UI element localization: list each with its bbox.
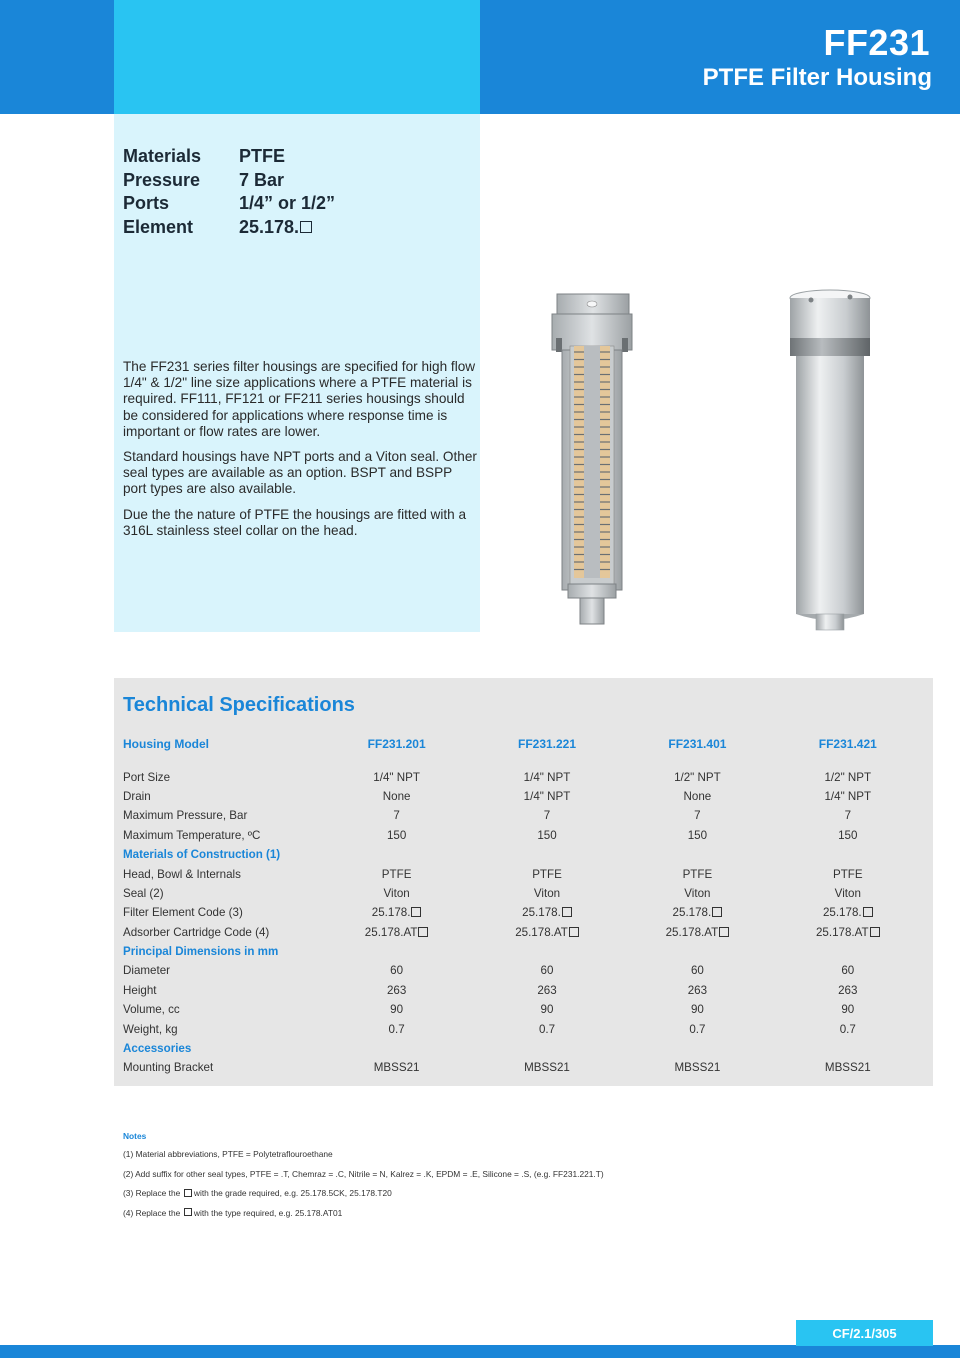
cell-value: 60 — [841, 964, 855, 978]
cell-value: 25.178. — [522, 906, 561, 920]
spec-label: Ports — [123, 193, 170, 213]
cell-value: 7 — [844, 809, 852, 823]
spec-label: Element — [123, 216, 194, 237]
cell-value: 263 — [386, 983, 407, 997]
table-row — [123, 826, 923, 845]
cell-value: MBSS21 — [373, 1061, 420, 1075]
row-label: Seal (2) — [123, 886, 164, 900]
checkbox-placeholder-icon — [300, 221, 312, 233]
notes-title: Notes — [123, 1131, 147, 1141]
table-cell — [622, 887, 772, 900]
document-code: CF/2.1/305 — [796, 1320, 933, 1346]
cell-value: Viton — [533, 886, 561, 900]
table-cell — [773, 809, 923, 822]
table-cell — [321, 868, 471, 881]
product-subtitle: PTFE Filter Housing — [702, 64, 932, 91]
note-line — [123, 1169, 604, 1189]
table-cell — [773, 984, 923, 997]
cell-value: 1/2" NPT — [824, 770, 872, 784]
cell-value: 25.178.AT — [665, 925, 719, 939]
row-label: Volume, cc — [123, 1003, 180, 1017]
table-cell — [472, 926, 622, 939]
table-cell — [773, 887, 923, 900]
cell-value: 1/4" NPT — [824, 789, 872, 803]
table-cell — [472, 868, 622, 881]
cell-value: 7 — [543, 809, 551, 823]
table-row — [123, 942, 923, 961]
note-line — [123, 1149, 604, 1169]
cell-value: 25.178.AT — [364, 925, 418, 939]
row-label: Head, Bowl & Internals — [123, 867, 241, 881]
checkbox-placeholder-icon — [184, 1208, 192, 1216]
table-cell — [622, 1003, 772, 1016]
header-middle-block — [114, 0, 480, 114]
table-row — [123, 1019, 923, 1038]
checkbox-placeholder-icon — [411, 907, 421, 917]
checkbox-placeholder-icon — [184, 1189, 192, 1197]
cell-value: PTFE — [532, 867, 562, 881]
note-text-continued: with the type required, e.g. 25.178.AT01 — [193, 1207, 343, 1218]
spec-row — [123, 146, 335, 170]
cell-value: 25.178.AT — [815, 925, 869, 939]
table-cell — [622, 809, 772, 822]
model-header: FF231.201 — [367, 736, 426, 751]
spec-value-text: 1/4” or 1/2” — [239, 193, 336, 213]
table-cell — [773, 1061, 923, 1074]
table-cell — [472, 809, 622, 822]
table-cell — [321, 964, 471, 977]
table-cell — [773, 868, 923, 881]
table-cell — [472, 887, 622, 900]
table-cell — [321, 887, 471, 900]
cell-value: MBSS21 — [674, 1061, 721, 1075]
checkbox-placeholder-icon — [569, 927, 579, 937]
cell-value: 60 — [390, 964, 404, 978]
cell-value: Viton — [834, 886, 861, 900]
cell-value: 25.178. — [822, 906, 862, 920]
table-cell — [773, 771, 923, 784]
model-header: FF231.401 — [668, 736, 727, 751]
cell-value: 263 — [687, 983, 708, 997]
table-header-row — [123, 734, 923, 753]
description-paragraph: Due the the nature of PTFE the housings are fitted with a 316L stainless steel collar on the head. — [123, 506, 467, 538]
section-heading: Accessories — [123, 1042, 192, 1056]
spec-value-text: 7 Bar — [239, 169, 285, 190]
table-cell — [472, 1023, 622, 1036]
table-cell — [773, 1003, 923, 1016]
spec-row — [123, 217, 335, 241]
table-cell — [622, 790, 772, 803]
cell-value: None — [683, 789, 712, 803]
table-cell — [472, 906, 622, 919]
cell-value: 150 — [838, 828, 858, 842]
table-cell — [472, 964, 622, 977]
row-label: Maximum Temperature, ºC — [123, 828, 261, 842]
table-row — [123, 787, 923, 806]
spec-row — [123, 170, 335, 194]
cell-value: None — [382, 789, 411, 803]
table-cell — [472, 771, 622, 784]
cell-value: 7 — [393, 809, 400, 823]
row-label: Diameter — [123, 964, 171, 978]
table-cell — [773, 906, 923, 919]
product-code: FF231 — [823, 22, 930, 63]
cell-value: 263 — [838, 983, 858, 997]
cell-value: 60 — [690, 964, 704, 978]
key-specs — [123, 146, 335, 240]
table-cell — [472, 984, 622, 997]
spec-value — [239, 146, 285, 170]
table-row — [123, 923, 923, 942]
header-left-block — [0, 0, 114, 114]
cell-value: PTFE — [682, 867, 713, 881]
model-header: FF231.421 — [818, 736, 877, 751]
product-images — [540, 288, 940, 633]
table-cell — [321, 790, 471, 803]
table-cell — [773, 790, 923, 803]
table-row — [123, 864, 923, 883]
table-cell — [622, 1023, 772, 1036]
note-text: (4) Replace the — [123, 1207, 181, 1218]
table-cell — [472, 1003, 622, 1016]
technical-specifications-title: Technical Specifications — [123, 694, 355, 716]
cell-value: 1/4" NPT — [523, 770, 571, 784]
description — [123, 359, 477, 548]
note-text-continued: with the grade required, e.g. 25.178.5CK, 25.178.T20 — [193, 1188, 392, 1198]
table-cell — [622, 984, 772, 997]
checkbox-placeholder-icon — [870, 927, 880, 937]
description-paragraph: The FF231 series filter housings are specified for high flow 1/4" & 1/2" line size applications where a PTFE material is required. FF111, FF121 or FF211 series housings should be considered for applications where response time is important or flow rates are lower. — [123, 359, 476, 439]
cell-value: 7 — [694, 809, 701, 823]
table-cell — [321, 829, 471, 842]
table-cell — [321, 809, 471, 822]
table-row — [123, 884, 923, 903]
table-cell — [773, 964, 923, 977]
table-cell — [622, 964, 772, 977]
cell-value: Viton — [383, 886, 410, 900]
table-cell — [321, 906, 471, 919]
cell-value: 90 — [390, 1003, 404, 1017]
cell-value: 150 — [386, 828, 407, 842]
cell-value: 0.7 — [839, 1022, 856, 1036]
cutaway-housing — [552, 294, 632, 624]
table-cell — [773, 1023, 923, 1036]
table-cell — [472, 1061, 622, 1074]
table-cell — [622, 926, 772, 939]
cell-value: 25.178. — [672, 906, 712, 920]
spec-row — [123, 193, 335, 217]
checkbox-placeholder-icon — [719, 927, 729, 937]
row-label: Port Size — [123, 770, 171, 784]
table-row — [123, 903, 923, 922]
table-cell — [622, 1061, 772, 1074]
row-label: Height — [123, 983, 157, 997]
table-row — [123, 981, 923, 1000]
table-row — [123, 1000, 923, 1019]
table-cell — [321, 1003, 471, 1016]
cell-value: 0.7 — [388, 1022, 405, 1036]
table-cell — [321, 771, 471, 784]
cell-value: 150 — [687, 828, 708, 842]
cell-value: 0.7 — [689, 1022, 706, 1036]
checkbox-placeholder-icon — [712, 907, 722, 917]
cell-value: 90 — [841, 1003, 855, 1017]
spec-value — [239, 217, 312, 241]
row-label: Filter Element Code (3) — [123, 906, 243, 920]
checkbox-placeholder-icon — [863, 907, 873, 917]
spec-label: Materials — [123, 146, 202, 166]
table-row — [123, 961, 923, 980]
table-row — [123, 1058, 923, 1077]
cell-value: 1/4" NPT — [523, 789, 571, 803]
spec-value-text: 25.178. — [239, 216, 300, 237]
spec-value — [239, 193, 335, 217]
cell-value: 150 — [537, 828, 557, 842]
cell-value: 25.178. — [371, 906, 411, 920]
note-text: (1) Material abbreviations, PTFE = Polytetraflouroethane — [123, 1149, 333, 1159]
table-cell — [472, 829, 622, 842]
table-cell — [321, 1061, 471, 1074]
row-label: Adsorber Cartridge Code (4) — [123, 925, 270, 939]
solid-housing — [790, 290, 870, 630]
header-label: Housing Model — [123, 736, 209, 751]
cell-value: 25.178.AT — [515, 925, 568, 939]
cell-value: MBSS21 — [524, 1061, 570, 1075]
table-cell — [321, 1023, 471, 1036]
table-row — [123, 806, 923, 825]
table-cell — [472, 790, 622, 803]
table-cell — [321, 926, 471, 939]
filter-housing-illustration — [540, 288, 940, 633]
section-heading: Materials of Construction (1) — [123, 848, 281, 862]
note-text: (2) Add suffix for other seal types, PTFE = .T, Chemraz = .C, Nitrile = N, Kalrez = .K, EPDM = .E, Silicone = .S, (e.g. FF231.221.T) — [123, 1168, 604, 1179]
cell-value: PTFE — [832, 867, 863, 881]
spec-value — [239, 170, 284, 194]
table-cell — [622, 868, 772, 881]
cell-value: 90 — [540, 1003, 554, 1017]
table-cell — [622, 906, 772, 919]
note-text: (3) Replace the — [123, 1188, 181, 1198]
note-line — [123, 1188, 604, 1208]
table-cell — [773, 829, 923, 842]
model-header: FF231.221 — [517, 736, 577, 751]
row-label: Mounting Bracket — [123, 1061, 214, 1075]
spec-label: Pressure — [123, 169, 201, 190]
table-cell — [622, 829, 772, 842]
cell-value: 1/4" NPT — [373, 770, 420, 784]
checkbox-placeholder-icon — [418, 927, 428, 937]
footer-bar — [0, 1345, 960, 1358]
table-row — [123, 767, 923, 786]
cell-value: 90 — [690, 1003, 704, 1017]
notes — [123, 1131, 604, 1227]
description-paragraph: Standard housings have NPT ports and a Viton seal. Other seal types are available as an option. BSPT and BSPP port types are also available. — [123, 449, 477, 497]
cell-value: 1/2" NPT — [674, 770, 721, 784]
cell-value: 263 — [537, 983, 557, 997]
spec-value-text: PTFE — [239, 146, 286, 166]
specifications-table — [123, 734, 923, 1078]
cell-value: PTFE — [381, 867, 412, 881]
table-cell — [622, 771, 772, 784]
table-row — [123, 1039, 923, 1058]
row-label: Drain — [123, 789, 151, 803]
cell-value: Viton — [684, 886, 711, 900]
table-cell — [773, 926, 923, 939]
cell-value: 60 — [540, 964, 554, 978]
note-line — [123, 1208, 604, 1228]
table-cell — [321, 984, 471, 997]
row-label: Weight, kg — [123, 1022, 178, 1036]
cell-value: 0.7 — [538, 1022, 556, 1036]
cell-value: MBSS21 — [824, 1061, 871, 1075]
table-row — [123, 845, 923, 864]
section-heading: Principal Dimensions in mm — [123, 945, 279, 959]
row-label: Maximum Pressure, Bar — [123, 809, 248, 823]
checkbox-placeholder-icon — [562, 907, 572, 917]
